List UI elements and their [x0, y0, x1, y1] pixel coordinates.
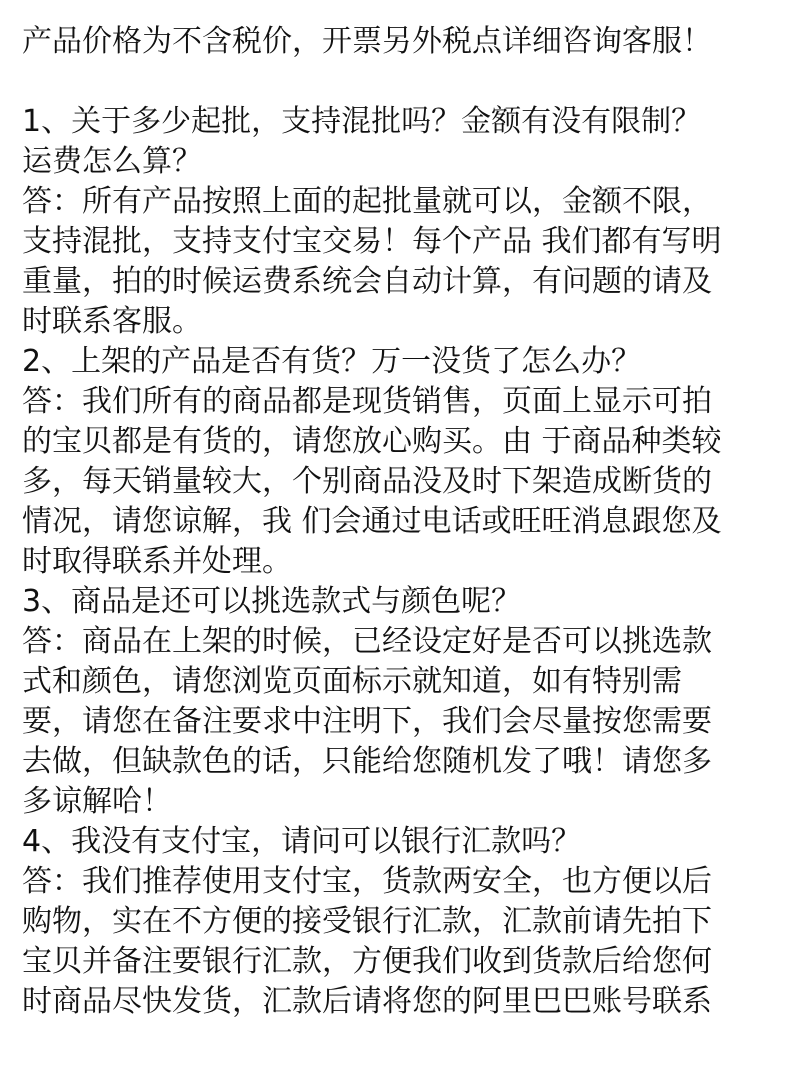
faq-document	[22, 22, 774, 1022]
faq-3-answer-line-3: 要，请您在备注要求中注明下，我们会尽量按您需要	[22, 704, 712, 739]
faq-4-question-line-1: 4、我没有支付宝，请问可以银行汇款吗？	[22, 824, 582, 859]
faq-2-question-line-1: 2、上架的产品是否有货？万一没货了怎么办？	[22, 344, 642, 379]
faq-1-question-line-1: 1、关于多少起批，支持混批吗？金额有没有限制？	[22, 104, 702, 139]
faq-2-answer-line-5: 时取得联系并处理。	[22, 544, 292, 579]
price-notice: 产品价格为不含税价，开票另外税点详细咨询客服！	[22, 24, 712, 59]
faq-2-answer-line-3: 多，每天销量较大，个别商品没及时下架造成断货的	[22, 464, 712, 499]
faq-2-answer-line-1: 答：我们所有的商品都是现货销售，页面上显示可拍	[22, 384, 712, 419]
faq-3-question-line-1: 3、商品是还可以挑选款式与颜色呢？	[22, 584, 522, 619]
faq-3-answer-line-2: 式和颜色，请您浏览页面标示就知道，如有特别需	[22, 664, 682, 699]
faq-item-3	[22, 582, 774, 822]
faq-item-1	[22, 102, 774, 342]
faq-1-answer-line-3: 重量，拍的时候运费系统会自动计算，有问题的请及	[22, 264, 712, 299]
faq-1-answer-line-2: 支持混批，支持支付宝交易！每个产品 我们都有写明	[22, 224, 722, 259]
faq-4-answer-line-2: 购物，实在不方便的接受银行汇款，汇款前请先拍下	[22, 904, 712, 939]
faq-1-question-line-2: 运费怎么算？	[22, 144, 202, 179]
faq-4-answer-line-3: 宝贝并备注要银行汇款，方便我们收到货款后给您何	[22, 944, 712, 979]
faq-2-answer-line-4: 情况，请您谅解，我 们会通过电话或旺旺消息跟您及	[22, 504, 722, 539]
faq-1-answer-line-4: 时联系客服。	[22, 304, 202, 339]
blank-line	[22, 62, 774, 102]
faq-item-2	[22, 342, 774, 582]
faq-2-answer-line-2: 的宝贝都是有货的，请您放心购买。由 于商品种类较	[22, 424, 722, 459]
faq-4-answer-line-4: 时商品尽快发货，汇款后请将您的阿里巴巴账号联系	[22, 984, 712, 1019]
faq-4-answer-line-1: 答：我们推荐使用支付宝，货款两安全，也方便以后	[22, 864, 712, 899]
faq-3-answer-line-5: 多谅解哈！	[22, 784, 172, 819]
faq-item-4	[22, 822, 774, 1022]
faq-3-answer-line-4: 去做，但缺款色的话，只能给您随机发了哦！请您多	[22, 744, 712, 779]
faq-1-answer-line-1: 答：所有产品按照上面的起批量就可以，金额不限，	[22, 184, 712, 219]
faq-3-answer-line-1: 答：商品在上架的时候，已经设定好是否可以挑选款	[22, 624, 712, 659]
